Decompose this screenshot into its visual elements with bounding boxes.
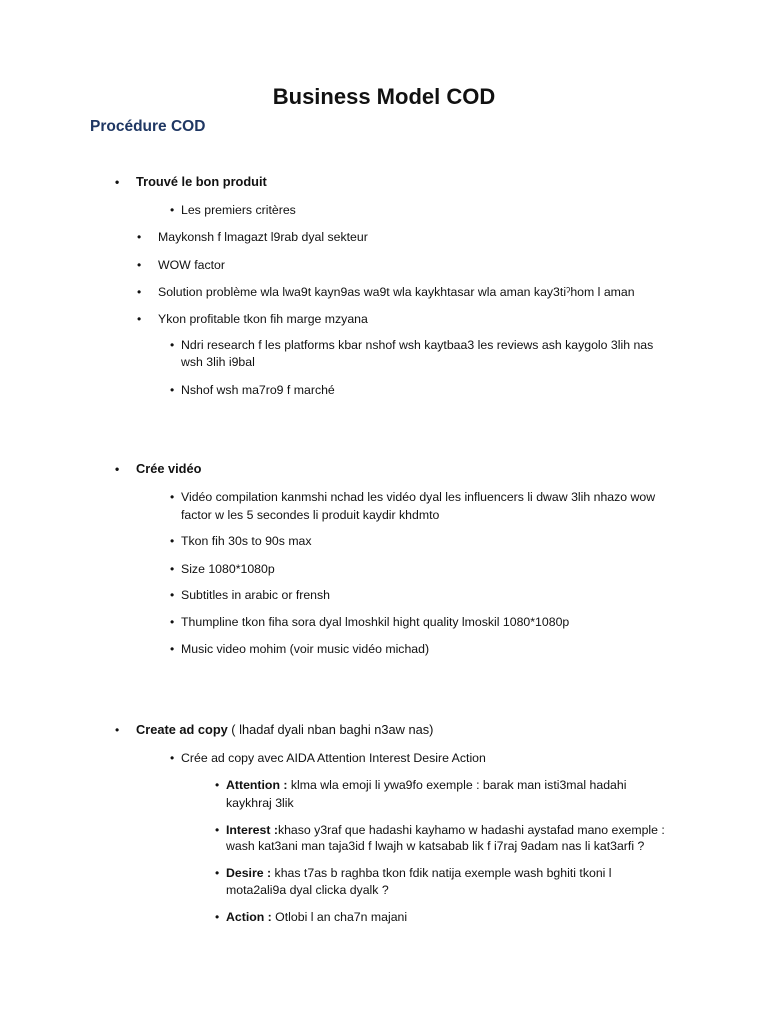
list-item: • WOW factor bbox=[137, 258, 225, 272]
section-heading-video: • Crée vidéo bbox=[115, 461, 202, 476]
list-item: • Tkon fih 30s to 90s max bbox=[170, 534, 312, 548]
bullet-icon: • bbox=[137, 230, 142, 244]
bullet-icon: • bbox=[170, 534, 175, 548]
list-item-continuation: factor w les 5 secondes li produit kaydir khdmto bbox=[181, 508, 440, 522]
list-item: • Thumpline tkon fiha sora dyal lmoshkil hight quality lmoskil 1080*1080p bbox=[170, 615, 570, 629]
bullet-icon: • bbox=[170, 338, 175, 352]
section-heading-produit: • Trouvé le bon produit bbox=[115, 174, 267, 189]
bullet-icon: • bbox=[170, 562, 175, 576]
list-item: • Solution problème wla lwa9t kayn9as wa9t wla kaykhtasar wla aman kay3tiˀhom l aman bbox=[137, 285, 635, 299]
bullet-icon: • bbox=[137, 285, 142, 299]
bullet-icon: • bbox=[170, 490, 175, 504]
bullet-icon: • bbox=[115, 462, 120, 476]
bullet-icon: • bbox=[170, 588, 175, 602]
bullet-icon: • bbox=[137, 258, 142, 272]
bullet-icon: • bbox=[215, 910, 220, 924]
bullet-icon: • bbox=[115, 723, 120, 737]
list-item: • Nshof wsh ma7ro9 f marché bbox=[170, 383, 335, 397]
bullet-icon: • bbox=[137, 312, 142, 326]
list-item: • Les premiers critères bbox=[170, 203, 296, 217]
list-item: • Maykonsh f lmagazt l9rab dyal sekteur bbox=[137, 230, 368, 244]
bullet-icon: • bbox=[215, 778, 220, 792]
bullet-icon: • bbox=[170, 642, 175, 656]
bullet-icon: • bbox=[215, 866, 220, 880]
aida-item-action: • Action : Otlobi l an cha7n majani bbox=[215, 910, 408, 924]
aida-item-continuation: kaykhraj 3lik bbox=[226, 796, 294, 810]
bullet-icon: • bbox=[170, 383, 175, 397]
list-item: • Vidéo compilation kanmshi nchad les vidéo dyal les influencers li dwaw 3lih nhazo wow bbox=[170, 490, 656, 504]
bullet-icon: • bbox=[215, 823, 220, 837]
bullet-icon: • bbox=[115, 175, 120, 189]
section-heading-ad-copy: • Create ad copy ( lhadaf dyali nban baghi n3aw nas) bbox=[115, 722, 434, 737]
list-item: • Subtitles in arabic or frensh bbox=[170, 588, 331, 602]
list-item: • Ndri research f les platforms kbar nshof wsh kaytbaa3 les reviews ash kaygolo 3lih nas bbox=[170, 338, 654, 352]
bullet-icon: • bbox=[170, 203, 175, 217]
aida-item-attention: • Attention : klma wla emoji li ywa9fo exemple : barak man isti3mal hadahi bbox=[215, 778, 627, 792]
aida-item-continuation: wash kat3ani man taja3id f lwajh w katsabab lik f i7raj 9adam nas li kat3arfi ? bbox=[226, 839, 645, 853]
list-item: • Music video mohim (voir music vidéo michad) bbox=[170, 642, 430, 656]
bullet-icon: • bbox=[170, 615, 175, 629]
document-title: Business Model COD bbox=[272, 84, 496, 109]
list-item: • Ykon profitable tkon fih marge mzyana bbox=[137, 312, 368, 326]
document-subtitle: Procédure COD bbox=[90, 118, 206, 135]
bullet-icon: • bbox=[170, 751, 175, 765]
list-item: • Crée ad copy avec AIDA Attention Interest Desire Action bbox=[170, 751, 486, 765]
aida-item-interest: • Interest :khaso y3raf que hadashi kayhamo w hadashi aystafad mano exemple : bbox=[215, 823, 665, 837]
aida-item-continuation: mota2ali9a dyal clicka dyalk ? bbox=[226, 883, 389, 897]
list-item-continuation: wsh 3lih i9bal bbox=[181, 355, 255, 369]
list-item: • Size 1080*1080p bbox=[170, 562, 275, 576]
aida-item-desire: • Desire : khas t7as b raghba tkon fdik natija exemple wash bghiti tkoni l bbox=[215, 866, 612, 880]
